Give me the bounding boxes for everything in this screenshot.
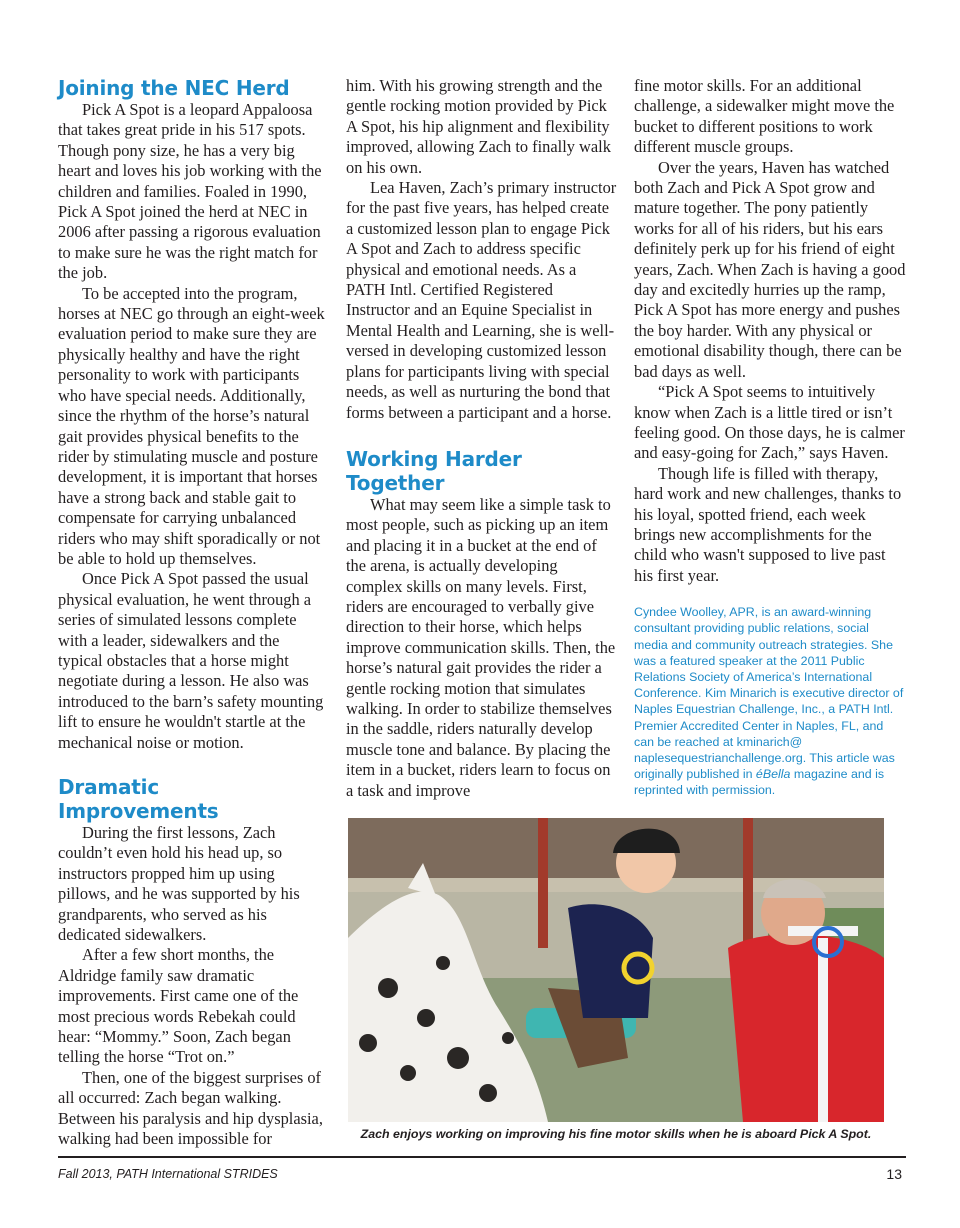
paragraph: “Pick A Spot seems to intuitively know when Zach is a little tired or isn’t feeling good. On those days, he is calmer and easy-going for Zach,” says Haven. [634, 382, 905, 463]
photo-zach-riding-pick-a-spot [348, 818, 884, 1122]
footer-rule [58, 1156, 906, 1158]
paragraph: fine motor skills. For an additional challenge, a sidewalker might move the bucket to different positions to work different muscle groups. [634, 76, 895, 157]
paragraph: What may seem like a simple task to most people, such as picking up an item and placing it in a bucket at the end of the arena, is actually developing complex skills on many levels. First, riders are encouraged to verbally give direction to their horse, which helps improve communication skills. Then, the horse’s natural gait provides the rider a gentle rocking motion that simulates walking. In order to stabilize themselves in the saddle, riders naturally develop muscle tone and balance. By placing the item in a bucket, riders learn to focus on a task and improve [346, 494, 616, 800]
paragraph: Pick A Spot is a leopard Appaloosa that takes great pride in his 517 spots. Though pony size, he has a very big heart and loves his job working with the children and families. Foaled in 1990, Pick A Spot joined the herd at NEC in 2006 after passing a rigorous evaluation to make sure he was the right match for the job. [58, 100, 322, 283]
heading-dramatic-improvements: Dramatic Improvements [58, 775, 219, 823]
paragraph: Lea Haven, Zach’s primary instructor for the past five years, has helped create a customized lesson plan to engage Pick A Spot and Zach to address specific physical and emotional needs. As a PATH Intl. Certified Registered Instructor and an Equine Specialist in Mental Health and Learning, she is well-versed in developing customized lesson plans for participants living with special needs, as well as nurturing the bond that forms between a participant and a horse. [346, 178, 617, 422]
column-3 [634, 76, 906, 799]
bio-text-end: magazine and is reprinted with permission. [634, 767, 885, 798]
paragraph: Though life is filled with therapy, hard work and new challenges, thanks to his loyal, spotted friend, each week brings new accomplishments for the child who wasn't supposed to live past his first year. [634, 463, 902, 585]
paragraph: During the first lessons, Zach couldn’t even hold his head up, so instructors propped him up using pillows, and he was supported by his grandparents, who served as his dedicated sidewalkers. [58, 823, 300, 945]
paragraph: Over the years, Haven has watched both Zach and Pick A Spot grow and mature together. The pony patiently works for all of his riders, but his ears definitely perk up for his friend of eight years, Zach. When Zach is having a good day and excitedly hurries up the ramp, Pick A Spot has more energy and pushes the boy harder. With any physical or emotional disability though, there can be bad days as well. [634, 157, 906, 381]
author-bio [634, 604, 906, 798]
photo-caption: Zach enjoys working on improving his fine motor skills when he is aboard Pick A Spot. [360, 1127, 872, 1141]
page-number: 13 [886, 1166, 902, 1182]
photo-illustration [348, 818, 884, 1122]
magazine-title: éBella [755, 767, 791, 782]
column-1 [58, 76, 326, 1150]
paragraph: To be accepted into the program, horses at NEC go through an eight-week evaluation period to make sure they are physically healthy and have the right personality to work with participants who have special needs. Additionally, since the rhythm of the horse’s natural gait provides physical benefits to the rider by stimulating muscle and posture development, it is important that horses have a strong back and stable gait to compensate for carrying unbalanced riders who may shift sporadically or not be able to hold up themselves. [58, 283, 325, 568]
paragraph: Then, one of the biggest surprises of all occurred: Zach began walking. Between his paralysis and hip dysplasia, walking had been impossible for [58, 1067, 323, 1149]
bio-text: Cyndee Woolley, APR, is an award-winning consultant providing public relations, social media and community outreach strategies. She was a featured speaker at the 2011 Public Relations Society of America’s International Conference. Kim Minarich is executive director of Naples Equestrian Challenge, Inc., a PATH Intl. Premier Accredited Center in Naples, FL, and can be reached at kminarich@ naplesequestrianchallenge.org. This article was originally published in [634, 605, 904, 782]
paragraph: After a few short months, the Aldridge family saw dramatic improvements. First came one of the most precious words Rebekah could hear: “Mommy.” Soon, Zach began telling the horse “Trot on.” [58, 945, 299, 1067]
heading-working-harder-together: Working Harder Together [346, 446, 522, 495]
footer-publication: Fall 2013, PATH International STRIDES [58, 1167, 278, 1181]
column-2 [346, 76, 618, 801]
paragraph: him. With his growing strength and the gentle rocking motion provided by Pick A Spot, his hip alignment and flexibility improved, allowing Zach to finally walk on his own. [346, 76, 611, 177]
paragraph: Once Pick A Spot passed the usual physical evaluation, he went through a series of simulated lessons complete with a leader, sidewalkers and the typical obstacles that a horse might negotiate during a lesson. He also was introduced to the barn’s safety mounting lift to ensure he wouldn't startle at the mechanical noise or motion. [58, 569, 324, 752]
heading-joining-the-nec-herd: Joining the NEC Herd [58, 76, 290, 100]
